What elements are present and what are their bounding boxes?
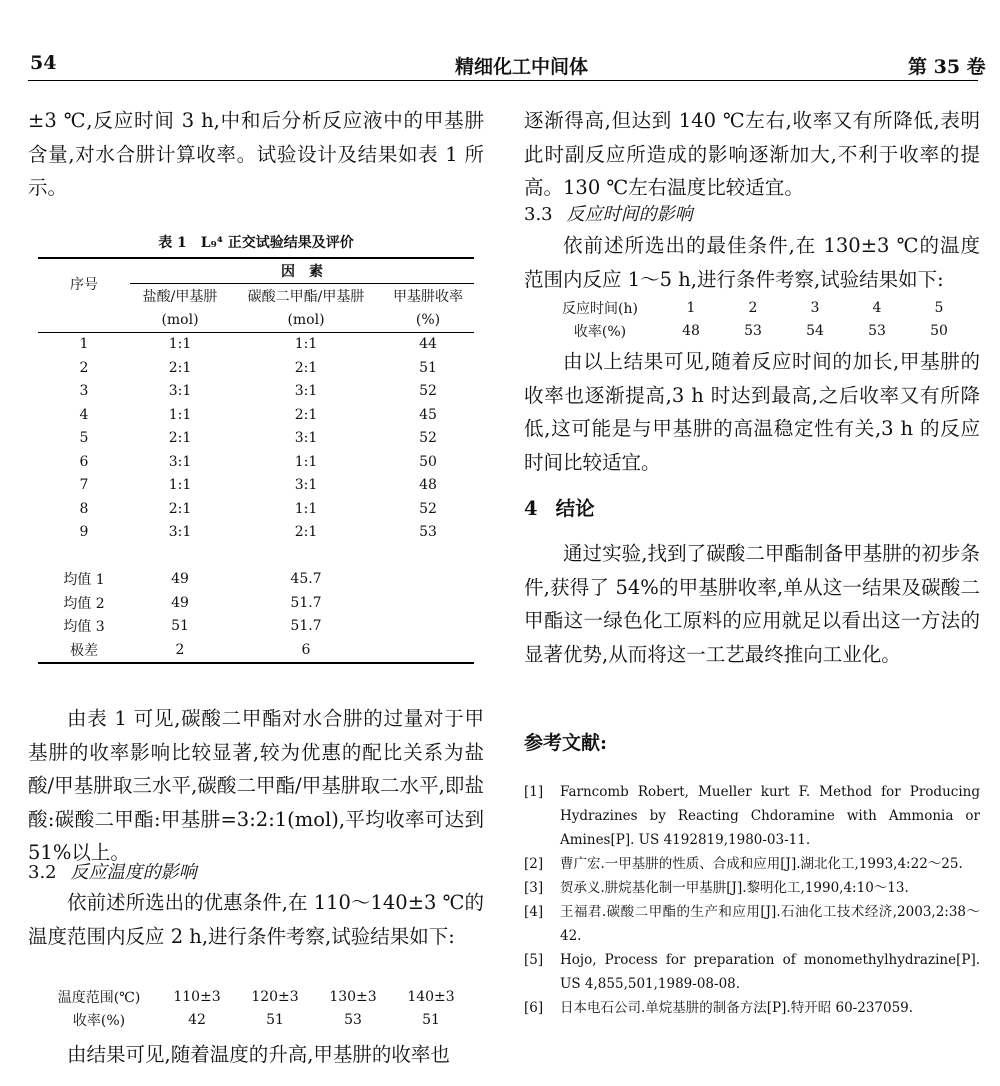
table-row: 7 1:1 3:1 48 (79, 477, 437, 494)
stats-row: 均值 1 49 45.7 (63, 571, 322, 589)
stats-row: 均值 3 51 51.7 (63, 618, 322, 636)
reference-item: [2] 曹广宏.一甲基肼的性质、合成和应用[J].湖北化工,1993,4:22～25. (524, 856, 963, 872)
right-paragraph-4: 通过实验,找到了碳酸二甲酯制备甲基肼的初步条件,获得了 54%的甲基肼收率,单从这一结果及碳酸二甲酯这一绿色化工原料的应用就足以看出这一方法的显著优势,从而将这一工艺最终推向工业化。 (524, 542, 980, 666)
table-caption: 表 1 L₉⁴ 正交试验结果及评价 (158, 235, 354, 251)
section-3-2-heading: 3.2 反应温度的影响 (28, 862, 197, 883)
page-number: 54 (30, 52, 57, 74)
left-paragraph-4: 由结果可见,随着温度的升高,甲基肼的收率也 (67, 1043, 450, 1066)
table-row: 8 2:1 1:1 52 (79, 500, 437, 517)
reference-item: [3] 贺承义.肼烷基化制一甲基肼[J].黎明化工,1990,4:10～13. (524, 880, 909, 896)
right-paragraph-1: 逐渐得高,但达到 140 ℃左右,收率又有所降低,表明此时副反应所造成的影响逐渐加大,不利于收率的提高。130 ℃左右温度比较适宜。 (524, 109, 980, 199)
references-title: 参考文献: (524, 732, 608, 754)
table-row: 4 1:1 2:1 45 (79, 406, 437, 423)
volume-label: 第 35 卷 (908, 56, 986, 78)
table-row: 3 3:1 3:1 52 (79, 383, 437, 400)
reference-item: [1] Farncomb Robert, Mueller kurt F. Method for Producing Hydrazines by Reacting Chdoramine with Ammonia or Amines[P]. US 4192819,1980-03-11. (524, 784, 980, 848)
unit-dmc: (mol) (287, 311, 325, 328)
header-factors: 因 素 (130, 259, 474, 284)
orthogonal-table (38, 257, 474, 664)
table-row: 5 2:1 3:1 52 (79, 430, 437, 447)
left-paragraph-2: 由表 1 可见,碳酸二甲酯对水合肼的过量对于甲基肼的收率影响比较显著,较为优惠的配比关系为盐酸/甲基肼取三水平,碳酸二甲酯/甲基肼取二水平,即盐酸:碳酸二甲酯:甲基肼=3:2:1(mol),平均收率可达到 51%以上。 (28, 707, 484, 864)
stats-row: 均值 2 49 51.7 (63, 594, 322, 612)
section-4-heading: 4 结论 (524, 497, 595, 520)
reference-list (524, 780, 980, 1020)
header-seq: 序号 (70, 276, 98, 293)
section-3-3-heading: 3.3 反应时间的影响 (524, 204, 693, 225)
header-hcl: 盐酸/甲基肼 (142, 289, 218, 305)
header-dmc: 碳酸二甲酯/甲基肼 (247, 289, 365, 305)
reference-item: [5] Hojo, Process for preparation of monomethylhydrazine[P]. US 4,855,501,1989-08-08. (524, 952, 980, 992)
header-yield: 甲基肼收率 (393, 289, 463, 305)
unit-yield: (%) (415, 311, 441, 328)
journal-title: 精细化工中间体 (455, 56, 589, 78)
reference-item: [4] 王福君.碳酸二甲酯的生产和应用[J].石油化工技术经济,2003,2:38～42. (524, 904, 980, 944)
reaction-time-table: 反应时间(h) 1 2 3 4 5 收率(%) 48 53 54 53 50 (562, 299, 948, 340)
unit-hcl: (mol) (161, 311, 199, 328)
reference-item: [6] 日本电石公司.单烷基肼的制备方法[P].特开昭 60-237059. (524, 1000, 914, 1016)
header-rule (28, 80, 978, 81)
table-row: 6 3:1 1:1 50 (79, 453, 437, 470)
right-paragraph-2: 依前述所选出的最佳条件,在 130±3 ℃的温度范围内反应 1～5 h,进行条件考察,试验结果如下: (524, 234, 980, 291)
table-row: 2 2:1 2:1 51 (79, 359, 437, 376)
table-row: 1 1:1 1:1 44 (79, 336, 437, 353)
stats-row: 极差 2 6 (70, 641, 311, 659)
left-paragraph-1: ±3 ℃,反应时间 3 h,中和后分析反应液中的甲基肼含量,对水合肼计算收率。试验设计及结果如表 1 所示。 (28, 109, 484, 199)
temperature-table: 温度范围(℃) 110±3 120±3 130±3 140±3 收率(%) 42 51 53 51 (57, 988, 455, 1029)
table-row: 9 3:1 2:1 53 (79, 524, 437, 541)
right-paragraph-3: 由以上结果可见,随着反应时间的加长,甲基肼的收率也逐渐提高,3 h 时达到最高,之后收率又有所降低,这可能是与甲基肼的高温稳定性有关,3 h 的反应时间比较适宜。 (524, 350, 980, 474)
left-paragraph-3: 依前述所选出的优惠条件,在 110～140±3 ℃的温度范围内反应 2 h,进行条件考察,试验结果如下: (28, 891, 484, 948)
